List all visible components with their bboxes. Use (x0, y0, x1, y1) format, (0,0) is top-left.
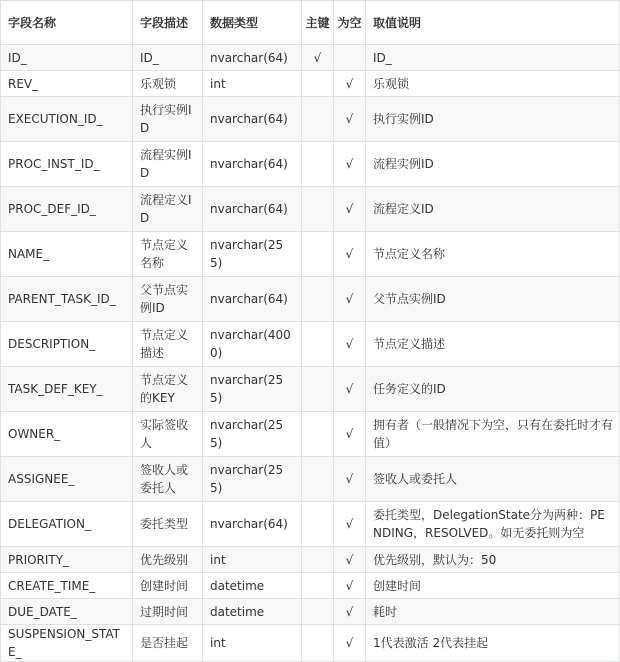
cell-primary-key: √ (302, 45, 334, 71)
cell-field-name: NAME_ (1, 232, 133, 277)
cell-field-name: PROC_DEF_ID_ (1, 187, 133, 232)
cell-field-desc: 是否挂起 (133, 625, 203, 662)
table-row (1, 277, 620, 322)
cell-field-desc: ID_ (133, 45, 203, 71)
cell-value-note: 拥有者（一般情况下为空，只有在委托时才有值） (366, 412, 620, 457)
cell-data-type: nvarchar(255) (203, 457, 302, 502)
cell-data-type: nvarchar(64) (203, 502, 302, 547)
cell-nullable: √ (334, 71, 366, 97)
cell-field-name: OWNER_ (1, 412, 133, 457)
cell-data-type: nvarchar(64) (203, 45, 302, 71)
cell-nullable: √ (334, 547, 366, 573)
column-header-field-name: 字段名称 (1, 1, 133, 45)
table-row (1, 367, 620, 412)
table-row (1, 547, 620, 573)
cell-value-note: 乐观锁 (366, 71, 620, 97)
table-row (1, 625, 620, 662)
cell-primary-key (302, 232, 334, 277)
cell-field-desc: 过期时间 (133, 599, 203, 625)
cell-field-desc: 节点定义的KEY (133, 367, 203, 412)
cell-nullable: √ (334, 599, 366, 625)
cell-primary-key (302, 547, 334, 573)
table-row (1, 502, 620, 547)
cell-field-desc: 执行实例ID (133, 97, 203, 142)
cell-primary-key (302, 573, 334, 599)
table-row (1, 71, 620, 97)
cell-value-note: 1代表激活 2代表挂起 (366, 625, 620, 662)
table-row (1, 187, 620, 232)
cell-nullable: √ (334, 322, 366, 367)
cell-primary-key (302, 599, 334, 625)
cell-field-name: CREATE_TIME_ (1, 573, 133, 599)
cell-value-note: 流程定义ID (366, 187, 620, 232)
cell-value-note: 任务定义的ID (366, 367, 620, 412)
cell-field-name: PARENT_TASK_ID_ (1, 277, 133, 322)
cell-nullable: √ (334, 457, 366, 502)
cell-field-desc: 节点定义描述 (133, 322, 203, 367)
cell-field-desc: 签收人或委托人 (133, 457, 203, 502)
cell-data-type: nvarchar(64) (203, 277, 302, 322)
cell-value-note: 父节点实例ID (366, 277, 620, 322)
column-header-field-desc: 字段描述 (133, 1, 203, 45)
column-header-nullable: 为空 (334, 1, 366, 45)
cell-nullable: √ (334, 625, 366, 662)
column-header-data-type: 数据类型 (203, 1, 302, 45)
cell-primary-key (302, 502, 334, 547)
cell-field-desc: 节点定义名称 (133, 232, 203, 277)
cell-field-name: SUSPENSION_STATE_ (1, 625, 133, 662)
cell-field-name: PRIORITY_ (1, 547, 133, 573)
cell-data-type: datetime (203, 599, 302, 625)
cell-field-name: TASK_DEF_KEY_ (1, 367, 133, 412)
cell-data-type: nvarchar(64) (203, 187, 302, 232)
cell-nullable: √ (334, 367, 366, 412)
cell-value-note: 优先级别，默认为：50 (366, 547, 620, 573)
cell-primary-key (302, 187, 334, 232)
table-row (1, 45, 620, 71)
cell-field-name: DESCRIPTION_ (1, 322, 133, 367)
table-row (1, 322, 620, 367)
cell-nullable (334, 45, 366, 71)
cell-value-note: 耗时 (366, 599, 620, 625)
cell-data-type: int (203, 625, 302, 662)
table-row (1, 457, 620, 502)
cell-field-name: PROC_INST_ID_ (1, 142, 133, 187)
cell-nullable: √ (334, 232, 366, 277)
cell-field-desc: 流程实例ID (133, 142, 203, 187)
column-header-value-note: 取值说明 (366, 1, 620, 45)
cell-value-note: 节点定义描述 (366, 322, 620, 367)
cell-value-note: 创建时间 (366, 573, 620, 599)
cell-primary-key (302, 457, 334, 502)
cell-nullable: √ (334, 97, 366, 142)
cell-value-note: 执行实例ID (366, 97, 620, 142)
cell-primary-key (302, 71, 334, 97)
cell-value-note: 节点定义名称 (366, 232, 620, 277)
column-header-primary-key: 主键 (302, 1, 334, 45)
cell-primary-key (302, 412, 334, 457)
cell-nullable: √ (334, 187, 366, 232)
cell-field-name: ASSIGNEE_ (1, 457, 133, 502)
table-row (1, 232, 620, 277)
cell-nullable: √ (334, 502, 366, 547)
cell-field-name: DELEGATION_ (1, 502, 133, 547)
cell-data-type: nvarchar(64) (203, 142, 302, 187)
table-row (1, 599, 620, 625)
cell-primary-key (302, 142, 334, 187)
cell-data-type: int (203, 547, 302, 573)
cell-nullable: √ (334, 277, 366, 322)
cell-value-note: 签收人或委托人 (366, 457, 620, 502)
cell-field-desc: 实际签收人 (133, 412, 203, 457)
cell-value-note: ID_ (366, 45, 620, 71)
cell-nullable: √ (334, 573, 366, 599)
table-header-row (1, 1, 620, 45)
cell-primary-key (302, 277, 334, 322)
cell-value-note: 委托类型，DelegationState分为两种：PENDING，RESOLVED。如无委托则为空 (366, 502, 620, 547)
cell-field-name: EXECUTION_ID_ (1, 97, 133, 142)
cell-data-type: nvarchar(4000) (203, 322, 302, 367)
cell-primary-key (302, 367, 334, 412)
cell-data-type: nvarchar(255) (203, 367, 302, 412)
cell-field-name: ID_ (1, 45, 133, 71)
table-row (1, 97, 620, 142)
cell-field-desc: 流程定义ID (133, 187, 203, 232)
cell-data-type: int (203, 71, 302, 97)
cell-field-desc: 委托类型 (133, 502, 203, 547)
cell-field-desc: 创建时间 (133, 573, 203, 599)
cell-data-type: nvarchar(64) (203, 97, 302, 142)
cell-primary-key (302, 97, 334, 142)
cell-field-name: REV_ (1, 71, 133, 97)
cell-nullable: √ (334, 142, 366, 187)
cell-nullable: √ (334, 412, 366, 457)
table-row (1, 573, 620, 599)
cell-data-type: datetime (203, 573, 302, 599)
table-row (1, 142, 620, 187)
cell-field-desc: 父节点实例ID (133, 277, 203, 322)
cell-primary-key (302, 322, 334, 367)
cell-primary-key (302, 625, 334, 662)
table-row (1, 412, 620, 457)
table-body (1, 45, 620, 662)
cell-data-type: nvarchar(255) (203, 412, 302, 457)
cell-data-type: nvarchar(255) (203, 232, 302, 277)
cell-field-desc: 乐观锁 (133, 71, 203, 97)
cell-field-name: DUE_DATE_ (1, 599, 133, 625)
cell-value-note: 流程实例ID (366, 142, 620, 187)
cell-field-desc: 优先级别 (133, 547, 203, 573)
